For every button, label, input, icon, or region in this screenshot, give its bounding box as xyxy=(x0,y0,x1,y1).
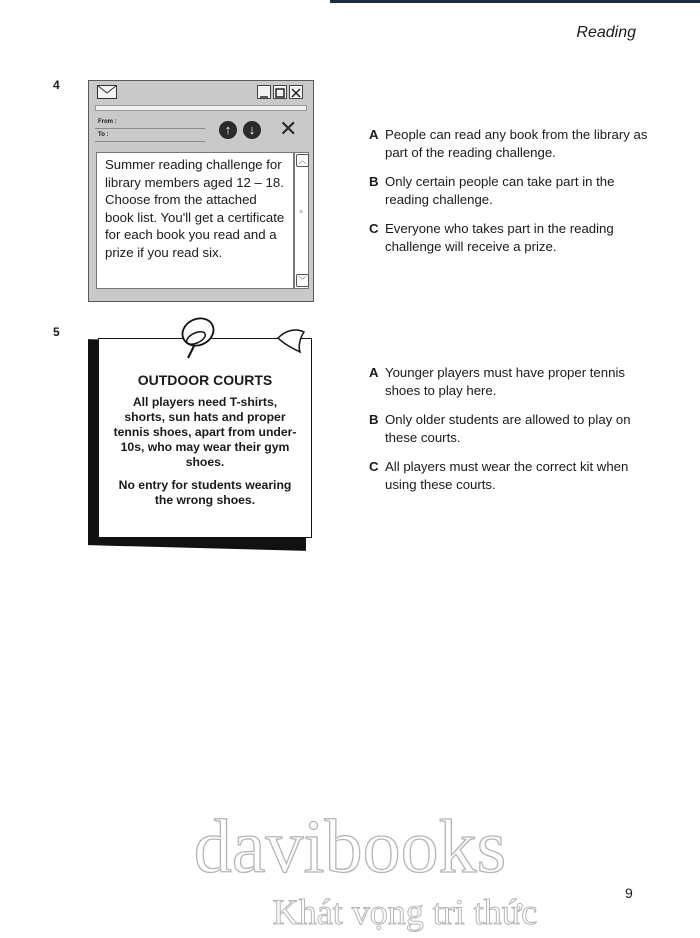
option-letter: C xyxy=(369,221,379,236)
option-text: Younger players must have proper tennis shoes to play here. xyxy=(385,365,625,398)
option-letter: A xyxy=(369,365,379,380)
notice-paragraph-2: No entry for students wearing the wrong shoes. xyxy=(118,478,292,507)
scroll-down-icon[interactable]: ﹀ xyxy=(296,274,309,287)
envelope-icon xyxy=(97,85,117,99)
option-letter: B xyxy=(369,412,379,427)
scroll-grip-icon: ≡ xyxy=(299,209,304,216)
question-number-5: 5 xyxy=(53,325,60,339)
maximize-button[interactable] xyxy=(273,85,287,99)
page-curl-icon xyxy=(276,324,306,354)
minimize-button[interactable] xyxy=(257,85,271,99)
email-titlebar xyxy=(89,81,313,103)
watermark-logo xyxy=(150,800,550,935)
notice-paper xyxy=(98,338,312,538)
email-address-bar xyxy=(95,105,307,111)
option-4b[interactable] xyxy=(369,173,649,209)
scroll-up-icon[interactable]: ︿ xyxy=(296,154,309,167)
option-text: Only older students are allowed to play on these courts. xyxy=(385,412,631,445)
top-rule xyxy=(330,0,700,3)
notice-paragraph-1: All players need T-shirts, shorts, sun hats and proper tennis shoes, apart from under-10s, who may wear their gym shoes. xyxy=(113,395,297,469)
option-text: People can read any book from the library as part of the reading challenge. xyxy=(385,127,648,160)
notice-board xyxy=(80,312,320,552)
email-window xyxy=(88,80,314,302)
from-field[interactable]: From : xyxy=(95,116,205,129)
window-close-button[interactable] xyxy=(289,85,303,99)
watermark-tagline: Khát vọng tri thức xyxy=(272,892,538,932)
option-text: Everyone who takes part in the reading challenge will receive a prize. xyxy=(385,221,614,254)
close-icon[interactable]: ✕ xyxy=(279,116,298,141)
option-letter: C xyxy=(369,459,379,474)
watermark-brand: davibooks xyxy=(193,805,507,889)
question-5-options xyxy=(369,364,649,505)
option-letter: A xyxy=(369,127,379,142)
question-4-options xyxy=(369,126,649,267)
question-number-4: 4 xyxy=(53,78,60,92)
email-body: Summer reading challenge for library members aged 12 – 18. Choose from the attached book list. You'll get a certificate for each book you read and a prize if you read six. xyxy=(96,152,294,289)
option-text: Only certain people can take part in the reading challenge. xyxy=(385,174,615,207)
arrow-down-icon[interactable]: ↓ xyxy=(243,121,261,139)
pushpin-icon xyxy=(172,312,222,362)
to-field[interactable]: To : xyxy=(95,129,205,142)
page-number: 9 xyxy=(625,885,633,901)
window-close-icon xyxy=(290,87,302,99)
option-5a[interactable] xyxy=(369,364,649,400)
arrow-up-icon[interactable]: ↑ xyxy=(219,121,237,139)
option-4c[interactable] xyxy=(369,220,649,256)
option-letter: B xyxy=(369,174,379,189)
option-text: All players must wear the correct kit when using these courts. xyxy=(385,459,629,492)
section-title: Reading xyxy=(576,24,636,41)
maximize-icon xyxy=(274,87,286,99)
option-5b[interactable] xyxy=(369,411,649,447)
option-5c[interactable] xyxy=(369,458,649,494)
notice-title: OUTDOOR COURTS xyxy=(137,372,273,388)
minimize-icon xyxy=(258,87,270,99)
option-4a[interactable] xyxy=(369,126,649,162)
email-header xyxy=(95,114,307,146)
scrollbar[interactable] xyxy=(294,152,309,289)
